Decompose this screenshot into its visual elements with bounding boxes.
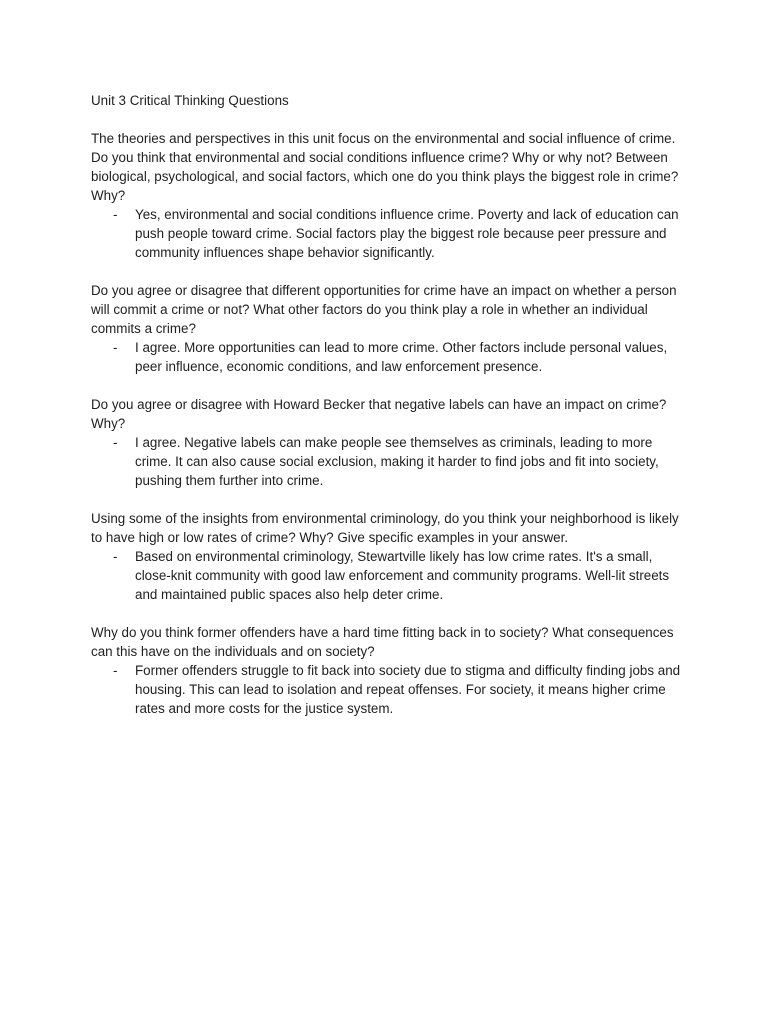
question-text: Do you agree or disagree that different opportunities for crime have an impact on whether a person will commit a crime or not? What other factors do you think play a role in whether an individual commits a crime? bbox=[91, 283, 677, 336]
answer-text: Former offenders struggle to fit back into society due to stigma and difficulty finding jobs and housing. This can lead to isolation and repeat offenses. For society, it means higher crime rates and more costs for the justice system. bbox=[135, 663, 681, 716]
answer-item bbox=[91, 205, 681, 262]
dash-bullet: - bbox=[113, 340, 118, 355]
answer-item bbox=[91, 338, 681, 376]
answer-text: I agree. Negative labels can make people see themselves as criminals, leading to more crime. It can also cause social exclusion, making it harder to find jobs and fit into society, pushing them further into crime. bbox=[135, 435, 659, 488]
dash-bullet: - bbox=[113, 549, 118, 564]
answer-text: I agree. More opportunities can lead to more crime. Other factors include personal values, peer influence, economic conditions, and law enforcement presence. bbox=[135, 340, 668, 374]
document-body bbox=[91, 91, 681, 737]
question-section-1 bbox=[91, 129, 681, 262]
question-text: The theories and perspectives in this unit focus on the environmental and social influence of crime. Do you think that environmental and social conditions influence crime? Why or why not? Between biological, psychological, and social factors, which one do you think plays the biggest role in crime? Why? bbox=[91, 131, 679, 203]
question-text: Using some of the insights from environmental criminology, do you think your neighborhood is likely to have high or low rates of crime? Why? Give specific examples in your answer. bbox=[91, 511, 679, 545]
answer-item bbox=[91, 433, 681, 490]
question-text: Why do you think former offenders have a hard time fitting back in to society? What consequences can this have on the individuals and on society? bbox=[91, 625, 674, 659]
answer-item bbox=[91, 661, 681, 718]
question-section-5 bbox=[91, 623, 681, 718]
question-section-2 bbox=[91, 281, 681, 376]
answer-item bbox=[91, 547, 681, 604]
dash-bullet: - bbox=[113, 207, 118, 222]
answer-text: Yes, environmental and social conditions influence crime. Poverty and lack of education can push people toward crime. Social factors play the biggest role because peer pressure and community influences shape behavior significantly. bbox=[135, 207, 679, 260]
dash-bullet: - bbox=[113, 435, 118, 450]
answer-text: Based on environmental criminology, Stewartville likely has low crime rates. It's a small, close-knit community with good law enforcement and community programs. Well-lit streets and maintained public spaces also help deter crime. bbox=[135, 549, 670, 602]
document-title: Unit 3 Critical Thinking Questions bbox=[91, 93, 289, 108]
question-section-4 bbox=[91, 509, 681, 604]
question-section-3 bbox=[91, 395, 681, 490]
dash-bullet: - bbox=[113, 663, 118, 678]
question-text: Do you agree or disagree with Howard Becker that negative labels can have an impact on crime? Why? bbox=[91, 397, 667, 431]
